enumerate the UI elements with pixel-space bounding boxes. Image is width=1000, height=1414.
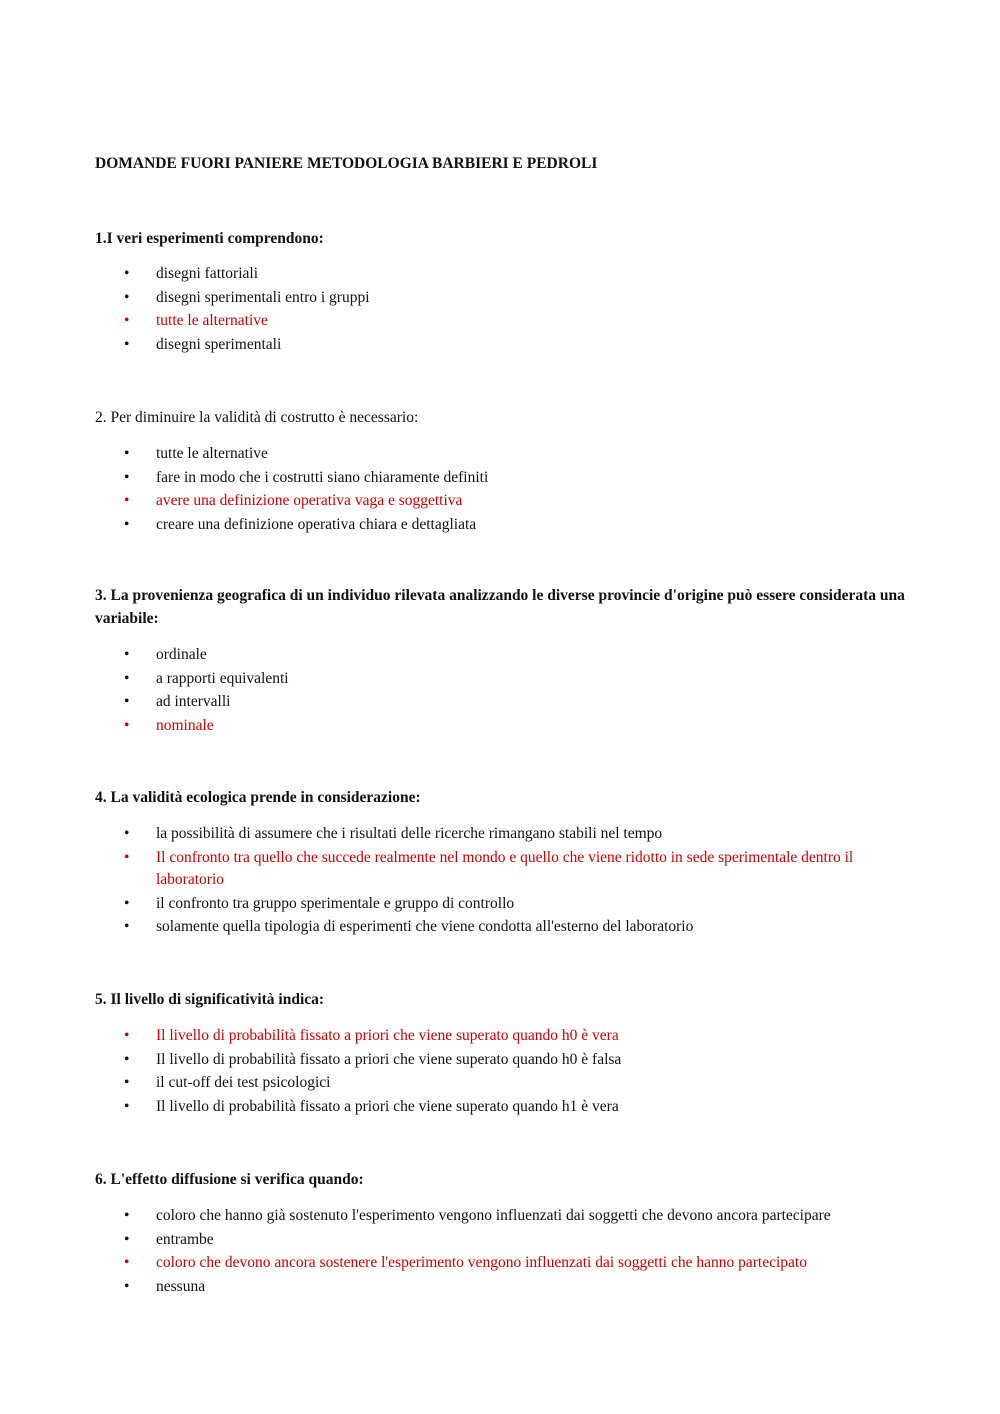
bullet-icon: • <box>124 1074 130 1091</box>
bullet-icon: • <box>124 312 130 329</box>
bullet-icon: • <box>124 1230 130 1248</box>
question-3 <box>95 584 915 738</box>
options-list <box>95 1025 915 1118</box>
question-4 <box>95 786 915 940</box>
bullet-icon: • <box>124 1277 130 1295</box>
options-list <box>95 823 915 939</box>
option-item: • solamente quella tipologia di esperimenti che viene condotta all'esterno del laboratorio <box>95 916 915 939</box>
option-item: • creare una definizione operativa chiara e dettagliata <box>95 514 915 537</box>
question-5 <box>95 988 915 1119</box>
bullet-icon: • <box>124 515 130 533</box>
bullet-icon: • <box>124 468 130 486</box>
bullet-icon: • <box>124 848 130 866</box>
bullet-icon: • <box>124 1050 130 1068</box>
question-text: 5. Il livello di significatività indica: <box>95 991 325 1008</box>
question-6 <box>95 1168 915 1299</box>
options-list <box>95 263 915 356</box>
option-item: • nessuna <box>95 1276 915 1299</box>
question-1 <box>95 227 915 357</box>
question-text: 3. La provenienza geografica di un individuo rilevata analizzando le diverse provincie d'origine può essere considerata una variabile: <box>95 587 905 627</box>
bullet-icon: • <box>124 288 130 306</box>
bullet-icon: • <box>124 1027 130 1044</box>
option-item: • ad intervalli <box>95 691 915 714</box>
bullet-icon: • <box>124 1207 130 1224</box>
options-list <box>95 443 915 536</box>
bullet-icon: • <box>124 335 130 353</box>
option-item: • il cut-off dei test psicologici <box>95 1072 915 1095</box>
bullet-icon: • <box>124 265 130 282</box>
option-item: • entrambe <box>95 1229 915 1252</box>
bullet-icon: • <box>124 646 130 663</box>
option-item-correct: • tutte le alternative <box>95 310 915 333</box>
option-item: • la possibilità di assumere che i risultati delle ricerche rimangano stabili nel tempo <box>95 823 915 846</box>
option-item-correct: • nominale <box>95 715 915 738</box>
bullet-icon: • <box>124 492 130 509</box>
bullet-icon: • <box>124 1097 130 1115</box>
option-item-correct: • coloro che devono ancora sostenere l'esperimento vengono influenzati dai soggetti che hanno partecipato <box>95 1252 915 1275</box>
bullet-icon: • <box>124 669 130 687</box>
question-text: 4. La validità ecologica prende in considerazione: <box>95 789 421 806</box>
bullet-icon: • <box>124 693 130 710</box>
option-item: • il confronto tra gruppo sperimentale e gruppo di controllo <box>95 893 915 916</box>
option-item-correct: • Il livello di probabilità fissato a priori che viene superato quando h0 è vera <box>95 1025 915 1048</box>
bullet-icon: • <box>124 445 130 462</box>
option-item-correct: • Il confronto tra quello che succede realmente nel mondo e quello che viene ridotto in sede sperimentale dentro il laboratorio <box>124 848 854 888</box>
bullet-icon: • <box>124 918 130 935</box>
option-item: • disegni sperimentali entro i gruppi <box>95 287 915 310</box>
option-item: • tutte le alternative <box>95 443 915 466</box>
options-list <box>95 644 915 737</box>
bullet-icon: • <box>124 825 130 842</box>
question-2 <box>95 406 915 537</box>
option-item: • fare in modo che i costrutti siano chiaramente definiti <box>95 467 915 490</box>
bullet-icon: • <box>124 894 130 912</box>
options-list <box>95 1205 915 1298</box>
document-title: DOMANDE FUORI PANIERE METODOLOGIA BARBIERI E PEDROLI <box>95 155 598 172</box>
option-item: • disegni sperimentali <box>95 334 915 357</box>
question-text: 6. L'effetto diffusione si verifica quando: <box>95 1171 364 1188</box>
option-item: • coloro che hanno già sostenuto l'esperimento vengono influenzati dai soggetti che devono ancora partecipare <box>95 1205 915 1228</box>
question-text: 1.I veri esperimenti comprendono: <box>95 230 324 247</box>
option-item: • a rapporti equivalenti <box>95 668 915 691</box>
bullet-icon: • <box>124 1254 130 1271</box>
option-item: • Il livello di probabilità fissato a priori che viene superato quando h0 è falsa <box>95 1049 915 1072</box>
option-item: • disegni fattoriali <box>95 263 915 286</box>
question-text: 2. Per diminuire la validità di costrutto è necessario: <box>95 409 419 426</box>
option-item-correct: • avere una definizione operativa vaga e soggettiva <box>95 490 915 513</box>
option-item: • Il livello di probabilità fissato a priori che viene superato quando h1 è vera <box>95 1096 915 1119</box>
bullet-icon: • <box>124 716 130 734</box>
option-item: • ordinale <box>95 644 915 667</box>
